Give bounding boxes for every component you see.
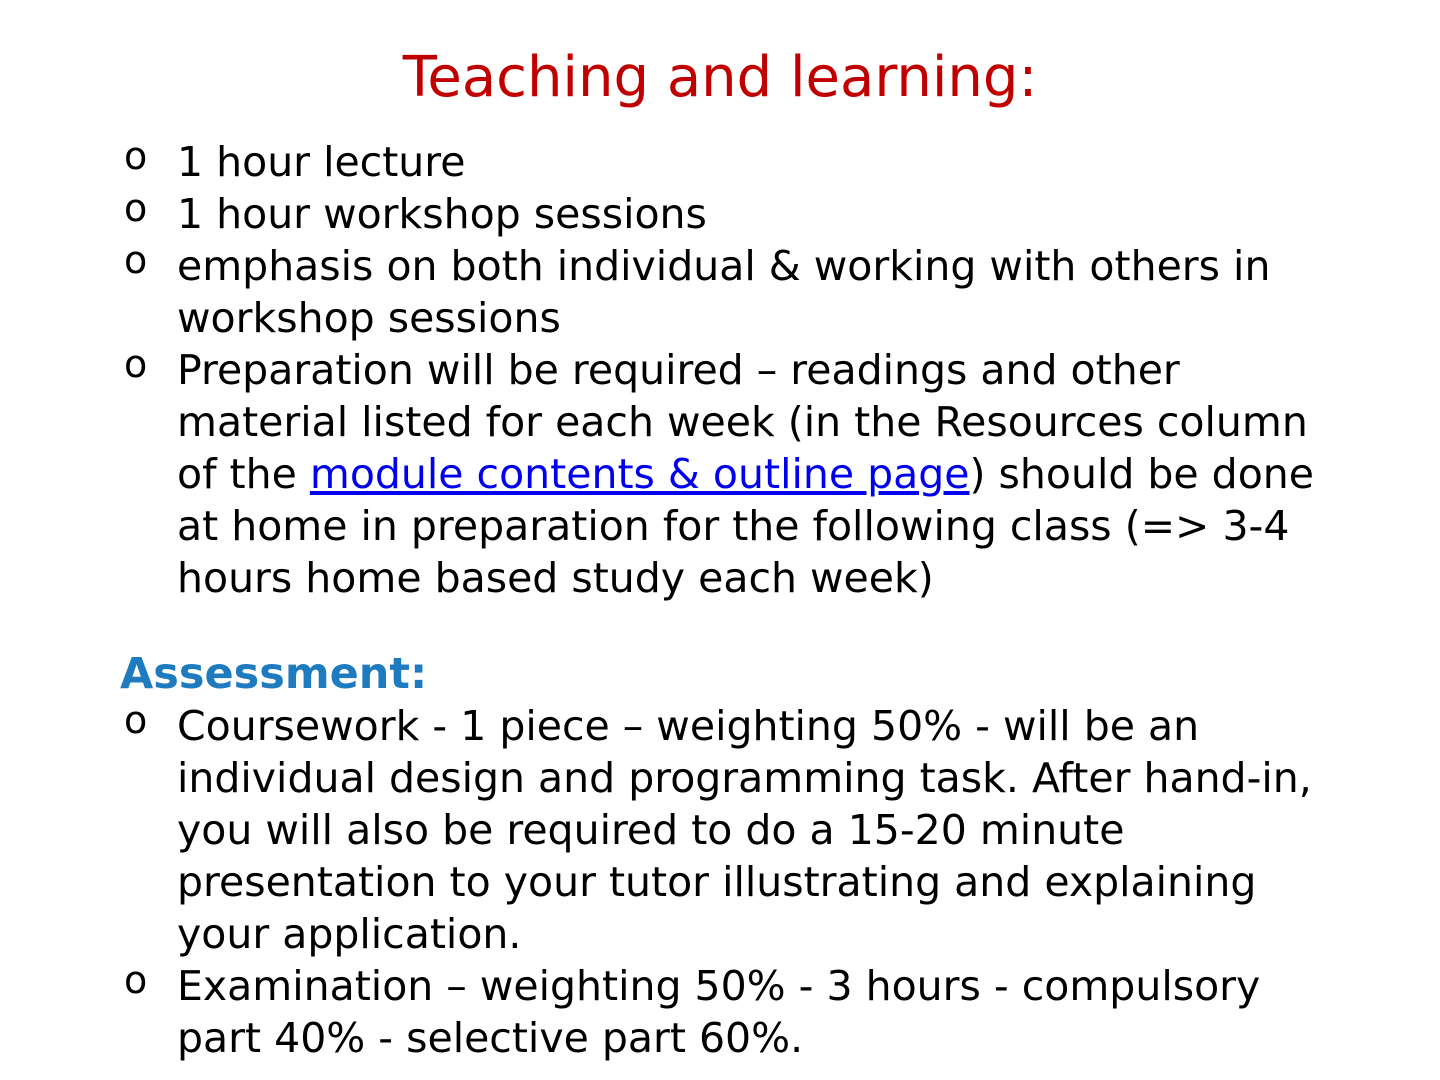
bullet-marker-icon: o — [124, 342, 148, 386]
page-title: Teaching and learning: — [402, 45, 1038, 110]
bullet-marker-icon: o — [124, 958, 148, 1002]
list-item-text: Coursework - 1 piece – weighting 50% - will be an individual design and programming task. After hand-in, you will also be required to do a 15-20 minute presentation to your tutor illustrating and explaining your application. — [177, 702, 1312, 958]
bullet-marker-icon: o — [124, 134, 148, 178]
list-item — [120, 188, 1350, 240]
list-item-text: emphasis on both individual & working with others in workshop sessions — [177, 242, 1271, 342]
list-item-text: 1 hour workshop sessions — [177, 190, 707, 238]
bullet-marker-icon: o — [124, 186, 148, 230]
bullet-marker-icon: o — [124, 238, 148, 282]
list-item — [120, 700, 1350, 960]
slide-content — [120, 136, 1350, 1064]
teaching-list — [120, 136, 1350, 604]
list-item-text: 1 hour lecture — [177, 138, 466, 186]
list-item-text-after: ) should be done at home in preparation for the following class (=> 3-4 hours home based study each week) — [177, 450, 1314, 602]
list-item-text: Examination – weighting 50% - 3 hours - compulsory part 40% - selective part 60%. — [177, 962, 1261, 1062]
list-item — [120, 960, 1350, 1064]
bullet-marker-icon: o — [124, 698, 148, 742]
list-item — [120, 344, 1350, 604]
list-item — [120, 136, 1350, 188]
module-contents-link[interactable]: module contents & outline page — [309, 450, 970, 498]
list-item-text-before: Preparation will be required – readings and other material listed for each week (in the Resources column of the — [177, 346, 1308, 498]
assessment-heading: Assessment: — [120, 649, 428, 699]
list-item — [120, 240, 1350, 344]
assessment-list — [120, 700, 1350, 1064]
